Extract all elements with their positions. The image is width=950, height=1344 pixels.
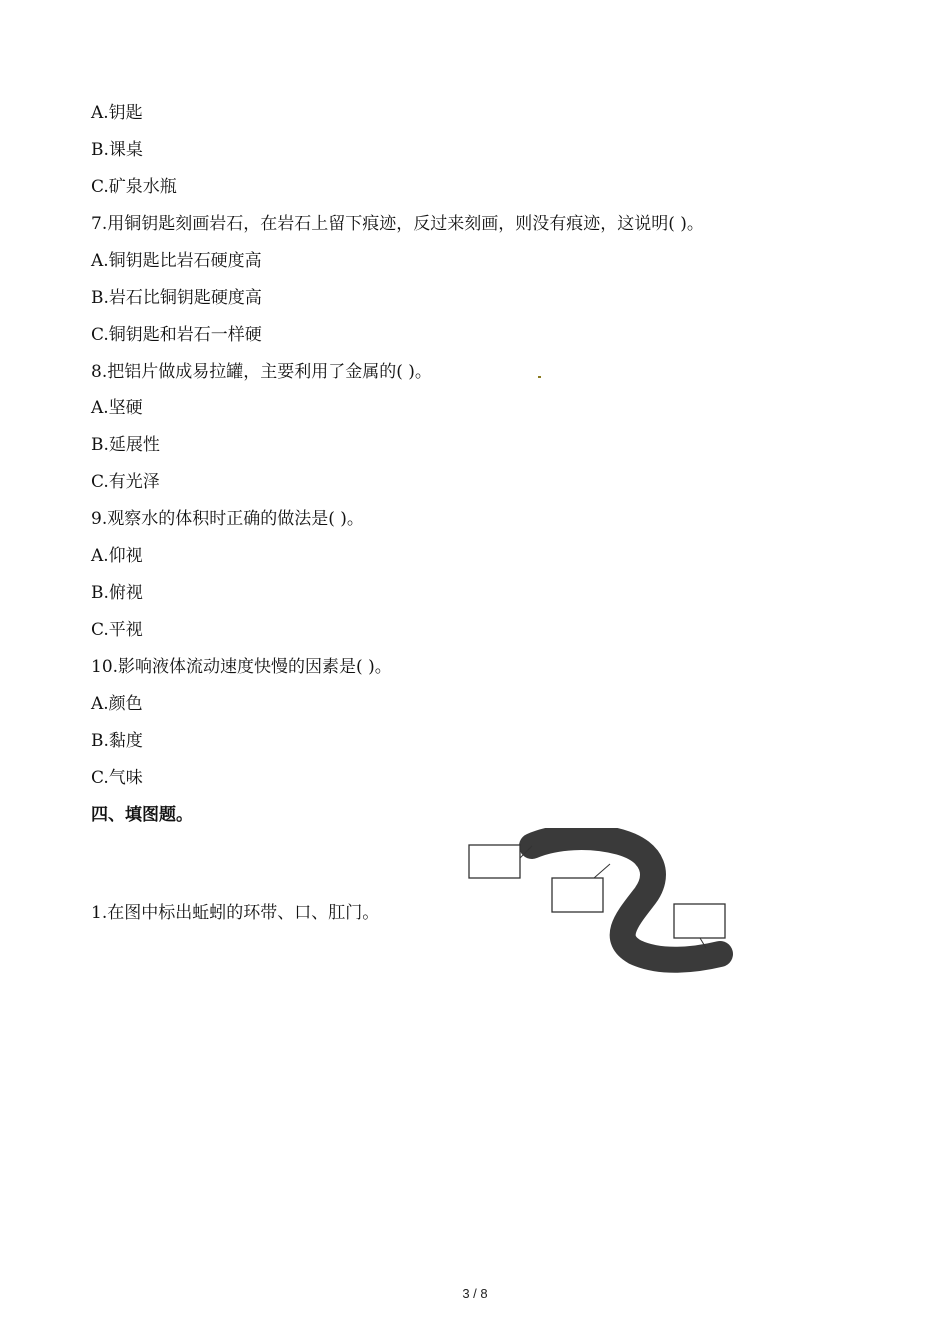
option-b: B.延展性 (91, 435, 160, 455)
question-7: 7.用铜钥匙刻画岩石，在岩石上留下痕迹，反过来刻画，则没有痕迹，这说明( )。 (91, 214, 704, 234)
earthworm-figure (460, 828, 735, 973)
option-c: C.矿泉水瓶 (91, 177, 177, 197)
stray-dot (538, 376, 541, 378)
option-c: C.平视 (91, 620, 143, 640)
option-c: C.气味 (91, 768, 143, 788)
option-a: A.仰视 (91, 546, 143, 566)
option-a: A.颜色 (91, 694, 143, 714)
option-a: A.铜钥匙比岩石硬度高 (91, 251, 262, 271)
label-box-3 (674, 904, 725, 938)
fill-question: 1.在图中标出蚯蚓的环带、口、肛门。 (91, 903, 380, 923)
option-b: B.黏度 (91, 731, 143, 751)
option-a: A.钥匙 (91, 103, 143, 123)
option-c: C.有光泽 (91, 472, 160, 492)
question-8: 8.把铝片做成易拉罐，主要利用了金属的( )。 (91, 362, 432, 382)
question-10: 10.影响液体流动速度快慢的因素是( )。 (91, 657, 392, 677)
question-9: 9.观察水的体积时正确的做法是( )。 (91, 509, 364, 529)
page-number: 3 / 8 (462, 1286, 488, 1301)
option-b: B.岩石比铜钥匙硬度高 (91, 288, 262, 308)
option-a: A.坚硬 (91, 398, 143, 418)
option-c: C.铜钥匙和岩石一样硬 (91, 325, 262, 345)
option-b: B.课桌 (91, 140, 143, 160)
section-title: 四、填图题。 (91, 805, 193, 825)
label-box-2 (552, 878, 603, 912)
option-b: B.俯视 (91, 583, 143, 603)
label-box-1 (469, 845, 520, 878)
